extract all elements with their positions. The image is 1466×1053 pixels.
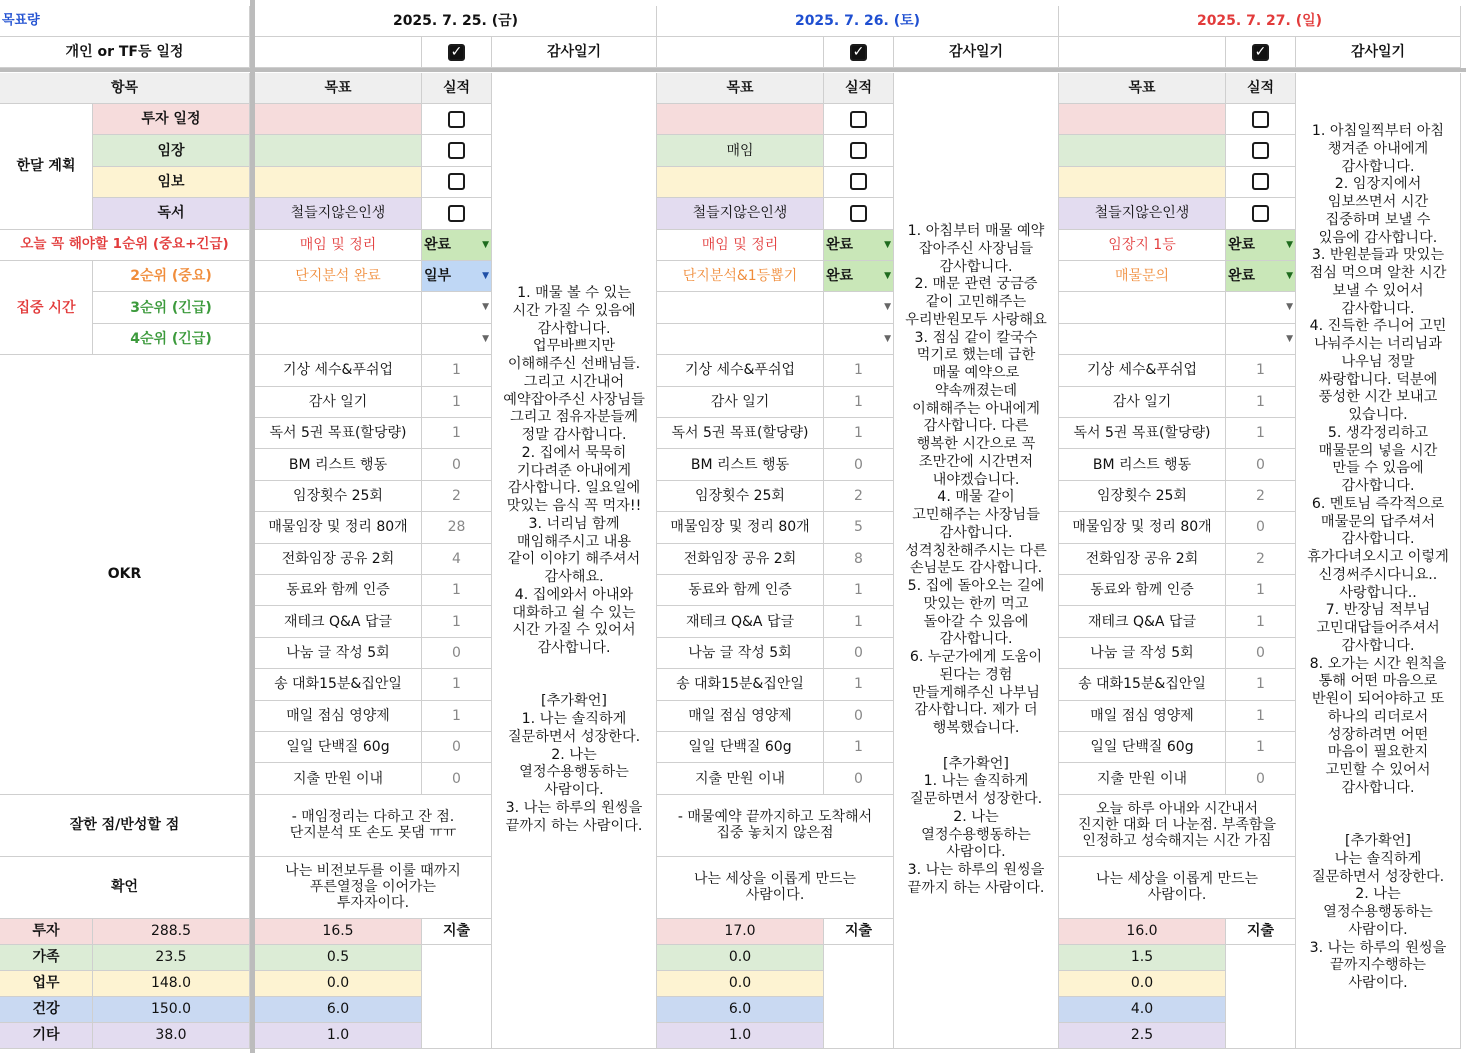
priority-status[interactable] [754,324,894,355]
month-goal-cell[interactable] [255,104,422,135]
month-check-cell [1226,198,1296,229]
okr-result[interactable]: 0 [1226,638,1296,669]
okr-item: 나눔 글 작성 5회 [1059,638,1226,669]
expense-value: 6.0 [657,997,824,1023]
month-goal-cell[interactable] [255,167,422,198]
summary-value: 23.5 [93,945,250,971]
okr-result[interactable]: 1 [1226,669,1296,700]
priority-status[interactable] [352,292,492,323]
focus-time-label: 집중 시간 [0,261,93,355]
must-do-cell[interactable]: 매임 및 정리 [657,230,824,261]
okr-item: 기상 세수&푸쉬업 [657,355,824,386]
priority2-status[interactable] [824,261,894,292]
expense-value: 0.0 [657,945,824,971]
priority2-cell[interactable]: 단지분석&1등뽑기 [657,261,824,292]
okr-item: 일일 단백질 60g [255,732,422,763]
okr-item: 재테크 Q&A 답글 [657,606,824,637]
frozen-col-divider [250,0,255,1053]
priority2-cell[interactable]: 단지분석 완료 [255,261,422,292]
priority2-status[interactable] [1226,261,1296,292]
okr-result[interactable]: 0 [824,449,894,480]
okr-item: 지출 만원 이내 [657,763,824,794]
okr-result[interactable]: 1 [1226,606,1296,637]
gratitude-header: 감사일기 [492,37,657,68]
priority2-cell[interactable]: 매물문의 [1059,261,1226,292]
schedule-check-cell [422,37,492,68]
dropdown-arrow-icon[interactable]: ▼ [884,302,891,313]
okr-item: 전화임장 공유 2회 [1059,544,1226,575]
review-cell[interactable]: - 매물예약 끝까지하고 도착해서 집중 놓치지 않은점 [657,795,894,857]
okr-result[interactable]: 0 [422,732,492,763]
day-date: 2025. 7. 26. (토) [657,6,1059,37]
month-goal-cell[interactable] [255,135,422,166]
okr-item: BM 리스트 행동 [1059,449,1226,480]
schedule-cell[interactable] [657,37,824,68]
okr-item: 지출 만원 이내 [255,763,422,794]
okr-result[interactable]: 1 [422,575,492,606]
dropdown-value: 완료 [826,268,854,285]
dropdown-arrow-icon[interactable]: ▼ [884,333,891,344]
review-label: 잘한 점/반성할 점 [0,795,250,857]
okr-item: 매일 점심 영양제 [657,701,824,732]
month-check-cell [1226,135,1296,166]
okr-result[interactable]: 1 [824,732,894,763]
month-checkbox[interactable] [448,173,465,190]
month-item-label: 독서 [93,198,250,229]
okr-item: 독서 5권 목표(할당량) [255,418,422,449]
frozen-row-divider [0,68,1466,72]
expense-value: 0.0 [1059,971,1226,997]
schedule-label: 개인 or TF등 일정 [0,37,250,68]
gratitude-text[interactable]: 1. 매물 볼 수 있는 시간 가질 수 있음에 감사합니다. 업무바쁘지만 이해해주신 선배님들. 그리고 시간내어 예약잡아주신 사장님들 그리고 점유자분들께 정말 감사합니다. 2. 집에서 묵묵히 기다려준 아내에게 감사합니다. 일요일에 맛있는 음식 꼭 먹자!! 3. 너리님 함께 매임해주시고 내용 같이 이야기 해주셔서 감사해요. 4. 집에와서 아내와 대화하고 쉴 수 있는 시간 가질 수 있어서 감사합니다. [추가확언] 1. 나는 솔직하게 질문하면서 성장한다. 2. 나는 열정수용행동하는 사람이다. 3. 나는 하루의 원씽을 끝까지 하는 사람이다. [492,73,657,1049]
summary-value: 288.5 [93,919,250,945]
month-goal-cell[interactable]: 매임 [657,135,824,166]
dropdown-value: 완료 [1228,236,1256,253]
month-goal-cell[interactable]: 철들지않은인생 [255,198,422,229]
okr-result[interactable]: 1 [422,669,492,700]
goal-header: 목표 [1059,73,1226,104]
expense-value: 1.0 [657,1023,824,1049]
summary-label: 가족 [0,945,93,971]
okr-item: 송 대화15분&집안일 [1059,669,1226,700]
expense-blank [422,945,492,1049]
schedule-check-cell [1226,37,1296,68]
summary-label: 기타 [0,1023,93,1049]
okr-item: 매일 점심 영양제 [1059,701,1226,732]
expense-value: 6.0 [255,997,422,1023]
okr-item: 재테크 Q&A 답글 [1059,606,1226,637]
month-goal-cell[interactable]: 철들지않은인생 [657,198,824,229]
dropdown-arrow-icon[interactable]: ▼ [1286,333,1293,344]
okr-item: 동료와 함께 인증 [255,575,422,606]
okr-result[interactable]: 1 [1226,575,1296,606]
gratitude-header: 감사일기 [1296,37,1461,68]
dropdown-arrow-icon[interactable]: ▼ [482,333,489,344]
okr-result[interactable]: 1 [422,418,492,449]
affirmation-cell[interactable]: 나는 세상을 이롭게 만드는 사람이다. [1059,857,1296,919]
month-check-cell [824,104,894,135]
summary-value: 148.0 [93,971,250,997]
expense-blank [824,945,894,1049]
okr-result[interactable]: 1 [1226,418,1296,449]
month-checkbox[interactable] [448,205,465,222]
okr-item: 동료와 함께 인증 [657,575,824,606]
expense-value: 2.5 [1059,1023,1226,1049]
expense-value: 1.0 [255,1023,422,1049]
okr-result[interactable]: 1 [824,418,894,449]
day-date: 2025. 7. 25. (금) [255,6,657,37]
schedule-checkbox[interactable]: ✓ [850,44,867,61]
month-goal-cell[interactable] [1059,135,1226,166]
okr-result[interactable]: 1 [824,575,894,606]
dropdown-arrow-icon[interactable]: ▼ [884,239,891,250]
okr-result[interactable]: 1 [1226,387,1296,418]
okr-item: 전화임장 공유 2회 [657,544,824,575]
priority2-status[interactable] [422,261,492,292]
okr-item: 일일 단백질 60g [657,732,824,763]
priority-status[interactable] [1156,292,1296,323]
dropdown-arrow-icon[interactable]: ▼ [482,302,489,313]
item-header: 항목 [0,73,250,104]
okr-result[interactable]: 1 [422,387,492,418]
okr-result[interactable]: 0 [824,638,894,669]
priority-label: 2순위 (중요) [93,261,250,292]
okr-result[interactable]: 1 [824,387,894,418]
schedule-check-cell [824,37,894,68]
okr-result[interactable]: 0 [422,638,492,669]
dropdown-value: 일부 [424,268,452,285]
expense-header: 지출 [824,919,894,945]
priority-label: 4순위 (긴급) [93,324,250,355]
month-checkbox[interactable] [850,173,867,190]
month-checkbox[interactable] [850,111,867,128]
summary-label: 업무 [0,971,93,997]
okr-result[interactable]: 1 [422,701,492,732]
okr-item: 나눔 글 작성 5회 [255,638,422,669]
okr-item: 재테크 Q&A 답글 [255,606,422,637]
goal-header: 목표 [657,73,824,104]
month-item-label: 투자 일정 [93,104,250,135]
month-goal-cell[interactable] [657,167,824,198]
okr-result[interactable]: 0 [824,763,894,794]
okr-item: 감사 일기 [1059,387,1226,418]
result-header: 실적 [1226,73,1296,104]
okr-item: 임장횟수 25회 [1059,481,1226,512]
month-goal-cell[interactable] [1059,104,1226,135]
okr-item: 동료와 함께 인증 [1059,575,1226,606]
okr-item: 임장횟수 25회 [657,481,824,512]
month-checkbox[interactable] [1252,173,1269,190]
okr-result[interactable]: 1 [824,669,894,700]
okr-result[interactable]: 4 [422,544,492,575]
okr-item: 전화임장 공유 2회 [255,544,422,575]
okr-result[interactable]: 2 [422,481,492,512]
okr-result[interactable]: 0 [1226,512,1296,543]
okr-item: 독서 5권 목표(할당량) [1059,418,1226,449]
month-checkbox[interactable] [448,142,465,159]
okr-item: BM 리스트 행동 [657,449,824,480]
schedule-checkbox[interactable]: ✓ [1252,44,1269,61]
expense-header: 지출 [422,919,492,945]
month-goal-cell[interactable] [1059,167,1226,198]
month-check-cell [824,135,894,166]
okr-item: 감사 일기 [255,387,422,418]
day-date: 2025. 7. 27. (일) [1059,6,1461,37]
gratitude-header: 감사일기 [894,37,1059,68]
okr-result[interactable]: 1 [1226,355,1296,386]
okr-result[interactable]: 2 [1226,481,1296,512]
result-header: 실적 [422,73,492,104]
summary-label: 건강 [0,997,93,1023]
month-check-cell [1226,167,1296,198]
gratitude-text[interactable]: 1. 아침부터 매물 예약 잡아주신 사장님들 감사합니다. 2. 매문 관련 궁금증 같이 고민해주는 우리반원모두 사랑해요 3. 점심 같이 칼국수 먹기로 했는데 급한 매물 예약으로 약속깨졌는데 이해해주는 아내에게 감사합니다. 다른 행복한 시간으로 꼭 조만간에 시간면저 내야겠습니다. 4. 매물 같이 고민해주는 사장님들 감사합니다. 성격칭찬해주시는 다른 손님분도 감사합니다. 5. 집에 돌아오는 길에 맛있는 한끼 먹고 돌아갈 수 있음에 감사합니다. 6. 누군가에게 도움이 된다는 경험 만들게해주신 나부님 감사합니다. 제가 더 행복했습니다. [추가확언] 1. 나는 솔직하게 질문하면서 성장한다. 2. 나는 열정수용행동하는 사람이다. 3. 나는 하루의 원씽을 끝까지 하는 사람이다. [894,73,1059,1049]
month-check-cell [422,135,492,166]
affirmation-label: 확언 [0,857,250,919]
target-label: 목표량 [0,6,250,37]
okr-result[interactable]: 1 [1226,732,1296,763]
affirmation-cell[interactable]: 나는 세상을 이롭게 만드는 사람이다. [657,857,894,919]
dropdown-arrow-icon[interactable]: ▼ [482,239,489,250]
expense-header: 지출 [1226,919,1296,945]
month-checkbox[interactable] [1252,111,1269,128]
okr-item: 송 대화15분&집안일 [255,669,422,700]
okr-item: 일일 단백질 60g [1059,732,1226,763]
okr-result[interactable]: 1 [1226,701,1296,732]
must-do-cell[interactable]: 매임 및 정리 [255,230,422,261]
review-cell[interactable]: 오늘 하루 아내와 시간내서 진지한 대화 더 나눈점. 부족함을 인정하고 성숙해지는 시간 가짐 [1059,795,1296,857]
expense-value: 16.0 [1059,919,1226,945]
affirmation-cell[interactable]: 나는 비전보두를 이룰 때까지 푸른열정을 이어가는 투자자이다. [255,857,492,919]
month-check-cell [422,167,492,198]
dropdown-value: 완료 [826,236,854,253]
okr-item: 지출 만원 이내 [1059,763,1226,794]
month-checkbox[interactable] [850,142,867,159]
must-do-status[interactable] [1226,230,1296,261]
okr-item: 기상 세수&푸쉬업 [255,355,422,386]
dropdown-value: 완료 [1228,268,1256,285]
okr-result[interactable]: 2 [1226,544,1296,575]
okr-item: 매일 점심 영양제 [255,701,422,732]
okr-result[interactable]: 2 [824,481,894,512]
month-check-cell [422,104,492,135]
okr-result[interactable]: 0 [422,763,492,794]
month-goal-cell[interactable] [657,104,824,135]
must-do-cell[interactable]: 임장지 1등 [1059,230,1226,261]
okr-item: 매물임장 및 정리 80개 [1059,512,1226,543]
dropdown-arrow-icon[interactable]: ▼ [1286,302,1293,313]
month-check-cell [1226,104,1296,135]
okr-result[interactable]: 1 [422,355,492,386]
summary-value: 38.0 [93,1023,250,1049]
expense-value: 0.5 [255,945,422,971]
month-checkbox[interactable] [448,111,465,128]
okr-result[interactable]: 8 [824,544,894,575]
dropdown-arrow-icon[interactable]: ▼ [482,271,489,282]
okr-item: BM 리스트 행동 [255,449,422,480]
okr-result[interactable]: 1 [824,355,894,386]
okr-item: 기상 세수&푸쉬업 [1059,355,1226,386]
month-plan-label: 한달 계획 [0,104,93,230]
gratitude-text[interactable]: 1. 아침일찍부터 아침 챙겨준 아내에게 감사합니다. 2. 임장지에서 임보쓰면서 시간 집중하며 보낼 수 있음에 감사합니다. 3. 반원분들과 맛있는 점심 먹으며 알찬 시간 보낼 수 있어서 감사합니다. 4. 진득한 주니어 고민 나눠주시는 너리님과 나우님 정말 싸랑합니다. 덕분에 풍성한 시간 보내고 있습니다. 5. 생각정리하고 매물문의 넣을 시간 만들 수 있음에 감사합니다. 6. 멘토님 즉각적으로 매물문의 답주셔서 감사합니다. 휴가다녀오시고 이렇게 신경써주시다니요.. 사랑합니다.. 7. 반장님 적부님 고민대답들어주셔서 감사합니다. 8. 오가는 시간 원칙을 통해 어떤 마음으로 반원이 되어야하고 또 하나의 리더로서 성장하려면 어떤 마음이 필요한지 고민할 수 있어서 감사합니다. [추가확언] 나는 솔직하게 질문하면서 성장한다. 2. 나는 열정수용행동하는 사람이다. 3. 나는 하루의 원씽을 끝까지수행하는 사람이다. [1296,73,1461,1049]
result-header: 실적 [824,73,894,104]
okr-label: OKR [0,355,250,795]
month-check-cell [422,198,492,229]
expense-value: 16.5 [255,919,422,945]
okr-item: 나눔 글 작성 5회 [657,638,824,669]
must-do-label: 오늘 꼭 해야할 1순위 (중요+긴급) [0,230,250,261]
must-do-status[interactable] [824,230,894,261]
dropdown-arrow-icon[interactable]: ▼ [1286,271,1293,282]
month-item-label: 임장 [93,135,250,166]
schedule-cell[interactable] [1059,37,1226,68]
expense-value: 0.0 [657,971,824,997]
priority-label: 3순위 (긴급) [93,292,250,323]
okr-result[interactable]: 0 [422,449,492,480]
month-checkbox[interactable] [850,205,867,222]
okr-item: 임장횟수 25회 [255,481,422,512]
expense-value: 0.0 [255,971,422,997]
okr-result[interactable]: 1 [824,606,894,637]
okr-result[interactable]: 1 [422,606,492,637]
month-check-cell [824,167,894,198]
schedule-cell[interactable] [255,37,422,68]
okr-item: 송 대화15분&집안일 [657,669,824,700]
okr-result[interactable]: 0 [824,701,894,732]
priority-status[interactable] [352,324,492,355]
month-check-cell [824,198,894,229]
month-checkbox[interactable] [1252,205,1269,222]
okr-result[interactable]: 28 [422,512,492,543]
okr-item: 독서 5권 목표(할당량) [657,418,824,449]
summary-value: 150.0 [93,997,250,1023]
month-item-label: 임보 [93,167,250,198]
priority-status[interactable] [754,292,894,323]
dropdown-arrow-icon[interactable]: ▼ [1286,239,1293,250]
expense-value: 4.0 [1059,997,1226,1023]
okr-item: 매물임장 및 정리 80개 [255,512,422,543]
review-cell[interactable]: - 매임정리는 다하고 잔 점. 단지분석 또 손도 못댐 ㅠㅠ [255,795,492,857]
goal-header: 목표 [255,73,422,104]
priority-status[interactable] [1156,324,1296,355]
dropdown-value: 완료 [424,236,452,253]
okr-item: 감사 일기 [657,387,824,418]
dropdown-arrow-icon[interactable]: ▼ [884,271,891,282]
expense-blank [1226,945,1296,1049]
expense-value: 1.5 [1059,945,1226,971]
summary-label: 투자 [0,919,93,945]
okr-result[interactable]: 5 [824,512,894,543]
expense-value: 17.0 [657,919,824,945]
okr-result[interactable]: 0 [1226,449,1296,480]
month-goal-cell[interactable]: 철들지않은인생 [1059,198,1226,229]
schedule-checkbox[interactable]: ✓ [448,44,465,61]
must-do-status[interactable] [422,230,492,261]
month-checkbox[interactable] [1252,142,1269,159]
okr-result[interactable]: 0 [1226,763,1296,794]
okr-item: 매물임장 및 정리 80개 [657,512,824,543]
